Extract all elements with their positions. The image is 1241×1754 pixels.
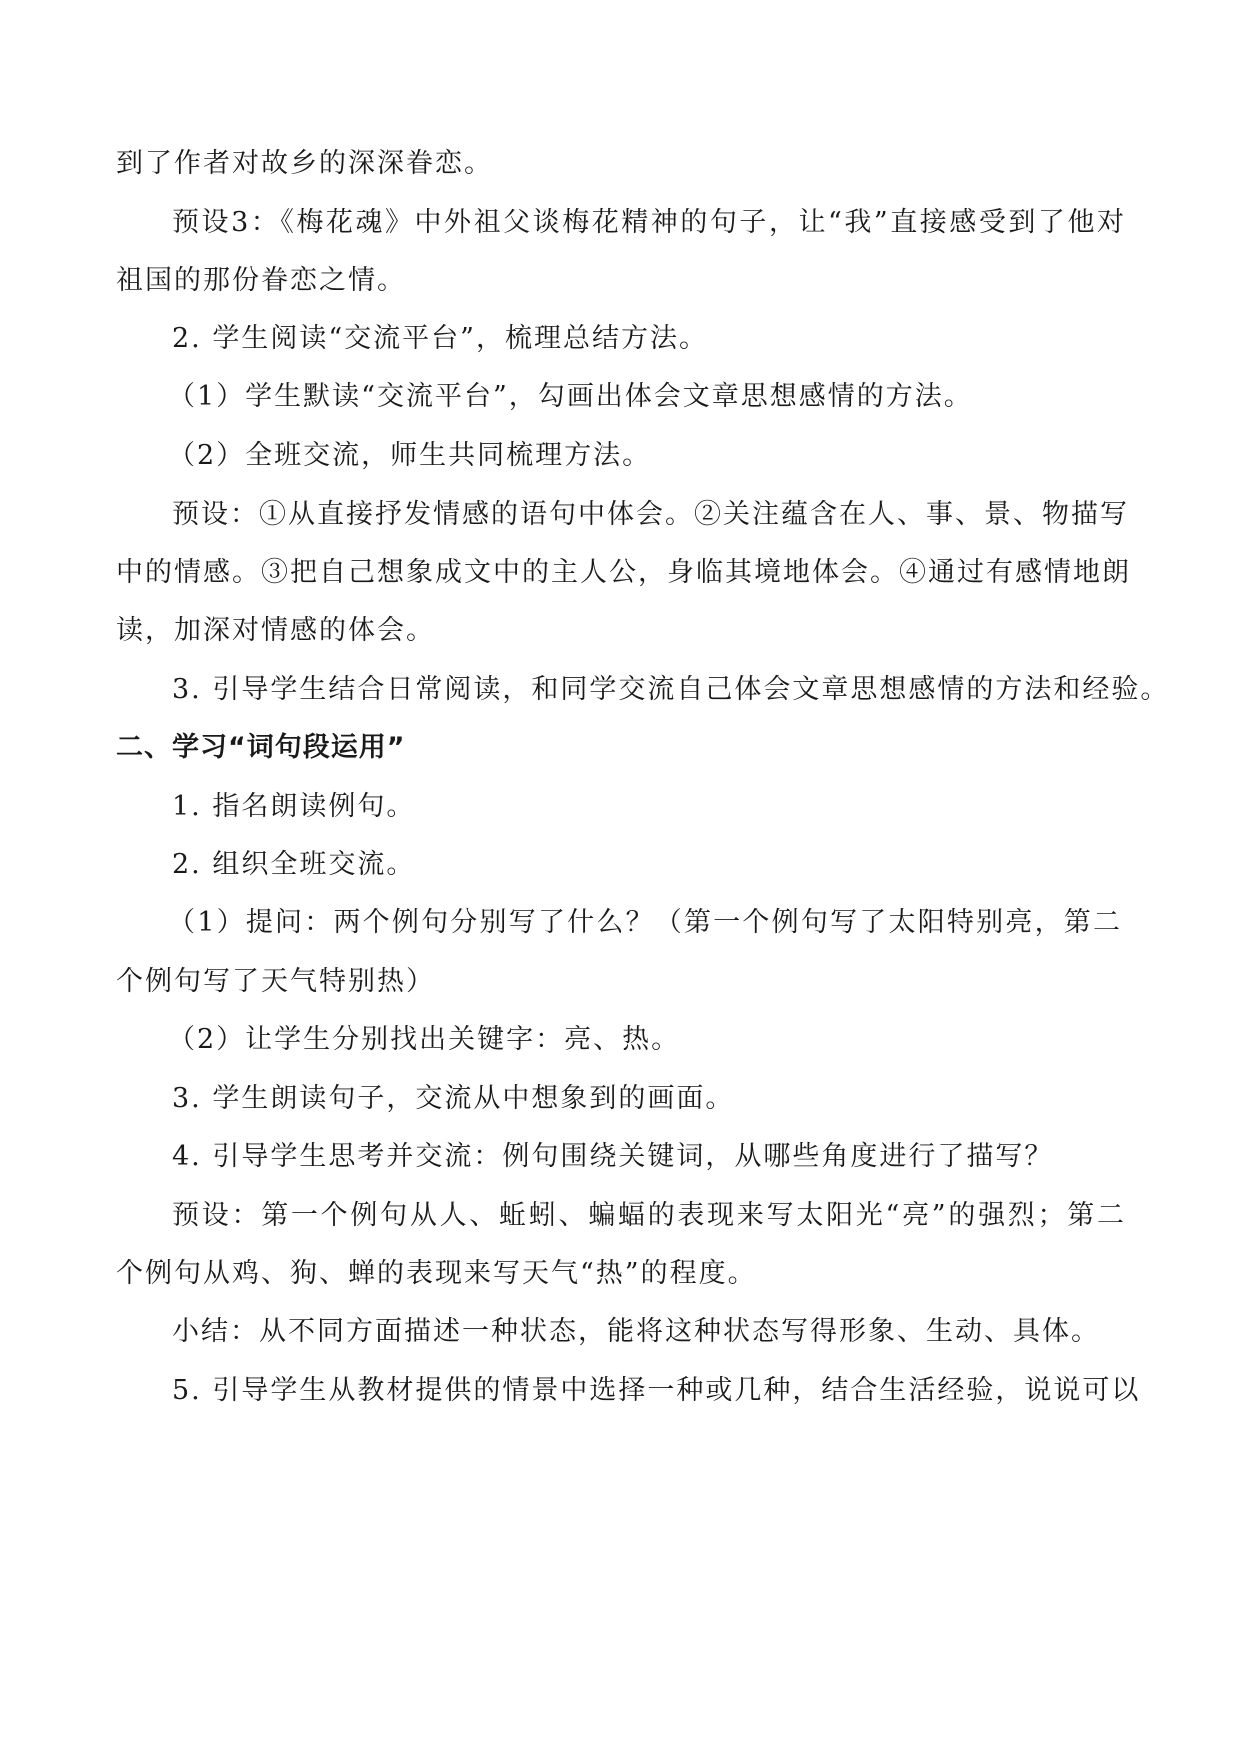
text-line: 2. 组织全班交流。 <box>172 849 416 880</box>
text-line: （1）学生默读“交流平台”，勾画出体会文章思想感情的方法。 <box>168 381 973 412</box>
text-line: 预设：第一个例句从人、蚯蚓、蝙蝠的表现来写太阳光“亮”的强烈；第二 <box>172 1200 1126 1231</box>
text-line: 读，加深对情感的体会。 <box>116 615 435 646</box>
text-line: 5. 引导学生从教材提供的情景中选择一种或几种，结合生活经验，说说可以 <box>172 1375 1141 1406</box>
text-line: 小结：从不同方面描述一种状态，能将这种状态写得形象、生动、具体。 <box>172 1316 1100 1347</box>
text-line: 预设3：《梅花魂》中外祖父谈梅花精神的句子，让“我”直接感受到了他对 <box>172 207 1126 238</box>
text-line: 4. 引导学生思考并交流：例句围绕关键词，从哪些角度进行了描写？ <box>172 1141 1054 1172</box>
text-line: （2）让学生分别找出关键字：亮、热。 <box>168 1024 681 1055</box>
text-line: 1. 指名朗读例句。 <box>172 791 416 822</box>
section-heading: 二、学习“词句段运用” <box>116 732 406 763</box>
text-line: 3. 学生朗读句子，交流从中想象到的画面。 <box>172 1083 735 1114</box>
text-line: 祖国的那份眷恋之情。 <box>116 265 406 296</box>
text-line: 预设：①从直接抒发情感的语句中体会。②关注蕴含在人、事、景、物描写 <box>172 499 1129 530</box>
text-line: 到了作者对故乡的深深眷恋。 <box>116 148 493 179</box>
text-line: 个例句从鸡、狗、蝉的表现来写天气“热”的程度。 <box>116 1258 757 1289</box>
text-line: （1）提问：两个例句分别写了什么？（第一个例句写了太阳特别亮，第二 <box>168 907 1122 938</box>
text-line: 3. 引导学生结合日常阅读，和同学交流自己体会文章思想感情的方法和经验。 <box>172 674 1170 705</box>
text-line: 中的情感。③把自己想象成文中的主人公，身临其境地体会。④通过有感情地朗 <box>116 557 1131 588</box>
text-line: 个例句写了天气特别热） <box>116 966 435 997</box>
text-line: 2. 学生阅读“交流平台”，梳理总结方法。 <box>172 323 708 354</box>
text-line: （2）全班交流，师生共同梳理方法。 <box>168 440 652 471</box>
